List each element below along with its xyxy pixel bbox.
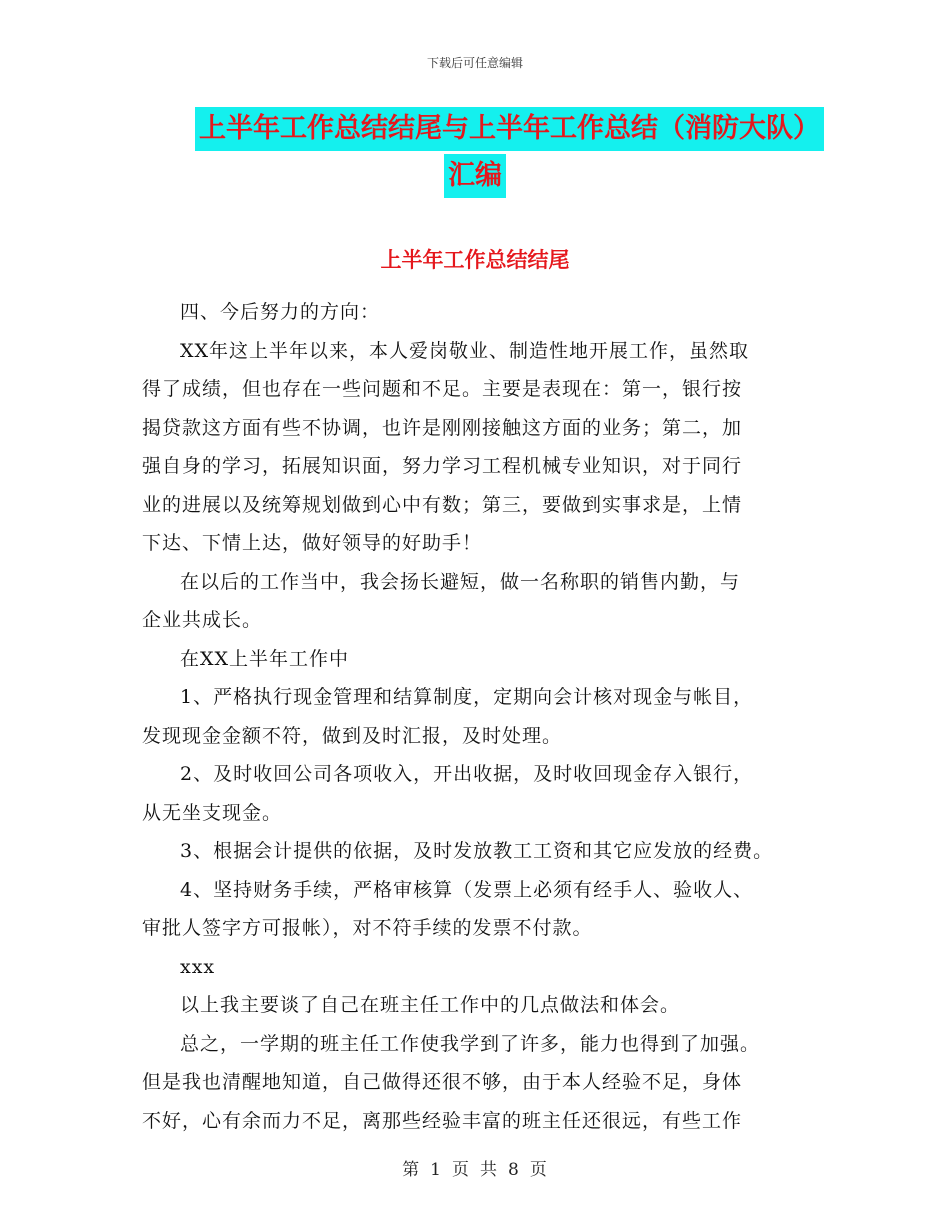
footer-label-ye-2: 页 [529,1160,548,1180]
body-line: 企业共成长。 [142,609,263,631]
footer-current-page: 1 [430,1160,442,1180]
footer-total-pages: 8 [508,1160,520,1180]
body-line: 总之，一学期的班主任工作使我学到了许多，能力也得到了加强。 [180,1032,761,1055]
body-line: 揭贷款这方面有些不协调，也许是刚刚接触这方面的业务；第二，加 [142,416,743,439]
body-line: 业的进展以及统筹规划做到心中有数；第三，要做到实事求是，上情 [142,493,743,516]
body-line: 4、坚持财务手续，严格审核算（发票上必须有经手人、验收人、 [180,878,754,901]
body-line: 在以后的工作当中，我会扬长避短，做一名称职的销售内勤，与 [180,570,741,593]
footer-label-di: 第 [402,1160,421,1180]
body-line: 强自身的学习，拓展知识面，努力学习工程机械专业知识，对于同行 [142,455,743,477]
document-title [0,107,950,198]
body-line: 从无坐支现金。 [142,801,283,824]
body-line: 2、及时收回公司各项收入，开出收据，及时收回现金存入银行， [180,763,754,785]
body-text [142,293,822,1140]
body-line: 发现现金金额不符，做到及时汇报，及时处理。 [142,724,563,747]
footer-label-gong: 共 [480,1160,498,1180]
header-note: 下载后可任意编辑 [426,56,523,70]
page-footer [0,1155,950,1180]
body-line: 但是我也清醒地知道，自己做得还很不够，由于本人经验不足，身体 [142,1071,743,1093]
body-line: 以上我主要谈了自己在班主任工作中的几点做法和体会。 [180,994,681,1016]
body-line: 3、根据会计提供的依据，及时发放教工工资和其它应发放的经费。 [180,840,774,862]
body-line: 在XX上半年工作中 [180,647,350,670]
section-heading: 上半年工作总结结尾 [380,248,570,272]
body-line: 审批人签字方可报帐），对不符手续的发票不付款。 [142,917,593,939]
body-line: 1、严格执行现金管理和结算制度，定期向会计核对现金与帐目， [180,686,754,708]
body-line: 得了成绩，但也存在一些问题和不足。主要是表现在：第一，银行按 [142,378,743,400]
body-line: xxx [180,955,216,978]
body-line: 四、今后努力的方向： [180,301,381,323]
body-line: XX年这上半年以来，本人爱岗敬业、制造性地开展工作，虽然取 [180,339,750,362]
body-line: 下达、下情上达，做好领导的好助手！ [142,532,483,554]
title-line-2: 汇编 [444,154,506,198]
title-line-1: 上半年工作总结结尾与上半年工作总结（消防大队） [195,107,824,151]
footer-label-ye: 页 [452,1160,470,1180]
body-line: 不好，心有余而力不足，离那些经验丰富的班主任还很远，有些工作 [142,1109,743,1132]
